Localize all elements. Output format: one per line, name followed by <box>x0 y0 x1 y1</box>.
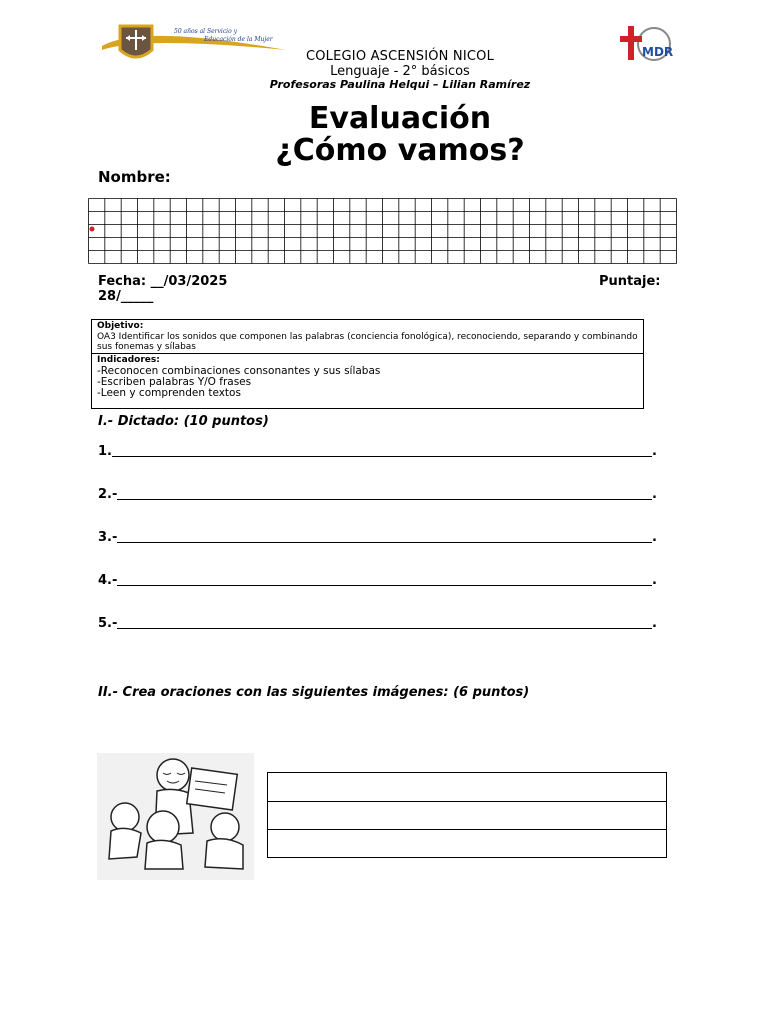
indicators-section <box>92 353 643 408</box>
objective-section <box>92 320 643 353</box>
score-field[interactable]: 28/_____ <box>98 289 154 304</box>
objective-heading: Objetivo: <box>97 321 144 331</box>
indicator-item: -Leen y comprenden textos <box>97 387 241 399</box>
svg-text:Educación de la Mujer: Educación de la Mujer <box>204 36 273 43</box>
dictation-line-1[interactable]: 1. . <box>98 444 657 459</box>
dictation-section-title: I.- Dictado: (10 puntos) <box>98 414 269 429</box>
dictation-line-4[interactable]: 4.- . <box>98 573 657 588</box>
date-field[interactable]: Fecha: __/03/2025 <box>98 274 228 289</box>
dictation-number: 1. <box>98 444 112 459</box>
dictation-line-3[interactable]: 3.- . <box>98 530 657 545</box>
objectives-box <box>91 319 644 409</box>
dictation-number: 2.- <box>98 487 118 502</box>
indicator-item: -Escriben palabras Y/O frases <box>97 376 252 388</box>
logo-mdr-text: MDR <box>642 45 674 59</box>
dictation-line-5[interactable]: 5.- . <box>98 616 657 631</box>
dictation-number: 3.- <box>98 530 118 545</box>
indicators-heading: Indicadores: <box>97 355 160 365</box>
teachers-line: Profesoras Paulina Helqui – Lilian Ramírez <box>269 78 531 91</box>
name-label: Nombre: <box>98 168 171 186</box>
school-name: COLEGIO ASCENSIÓN NICOL <box>305 49 495 64</box>
sentence-row-2[interactable] <box>268 801 666 829</box>
page-title: Evaluación <box>308 101 492 136</box>
dictation-number: 5.- <box>98 616 118 631</box>
children-reading-illustration <box>97 753 254 880</box>
indicator-item: -Reconocen combinaciones consonantes y sus sílabas <box>97 365 381 377</box>
score-label: Puntaje: <box>599 274 661 289</box>
sentence-answer-box[interactable] <box>267 772 667 858</box>
grid-marker-dot <box>90 227 95 232</box>
dictation-number: 4.- <box>98 573 118 588</box>
sentence-row-3[interactable] <box>268 829 666 857</box>
sentence-row-1[interactable] <box>268 773 666 801</box>
dictation-line-2[interactable]: 2.- . <box>98 487 657 502</box>
name-writing-grid[interactable] <box>88 198 677 264</box>
subject-line: Lenguaje - 2° básicos <box>330 64 470 79</box>
sentences-section-title: II.- Crea oraciones con las siguientes imágenes: (6 puntos) <box>98 685 530 700</box>
page-subtitle: ¿Cómo vamos? <box>275 133 525 168</box>
objective-text: OA3 Identificar los sonidos que componen las palabras (conciencia fonológica), reconociendo, separando y combinando sus fonemas y sílabas <box>97 332 638 352</box>
logo-tagline: 50 años al Servicio y <box>174 28 238 35</box>
